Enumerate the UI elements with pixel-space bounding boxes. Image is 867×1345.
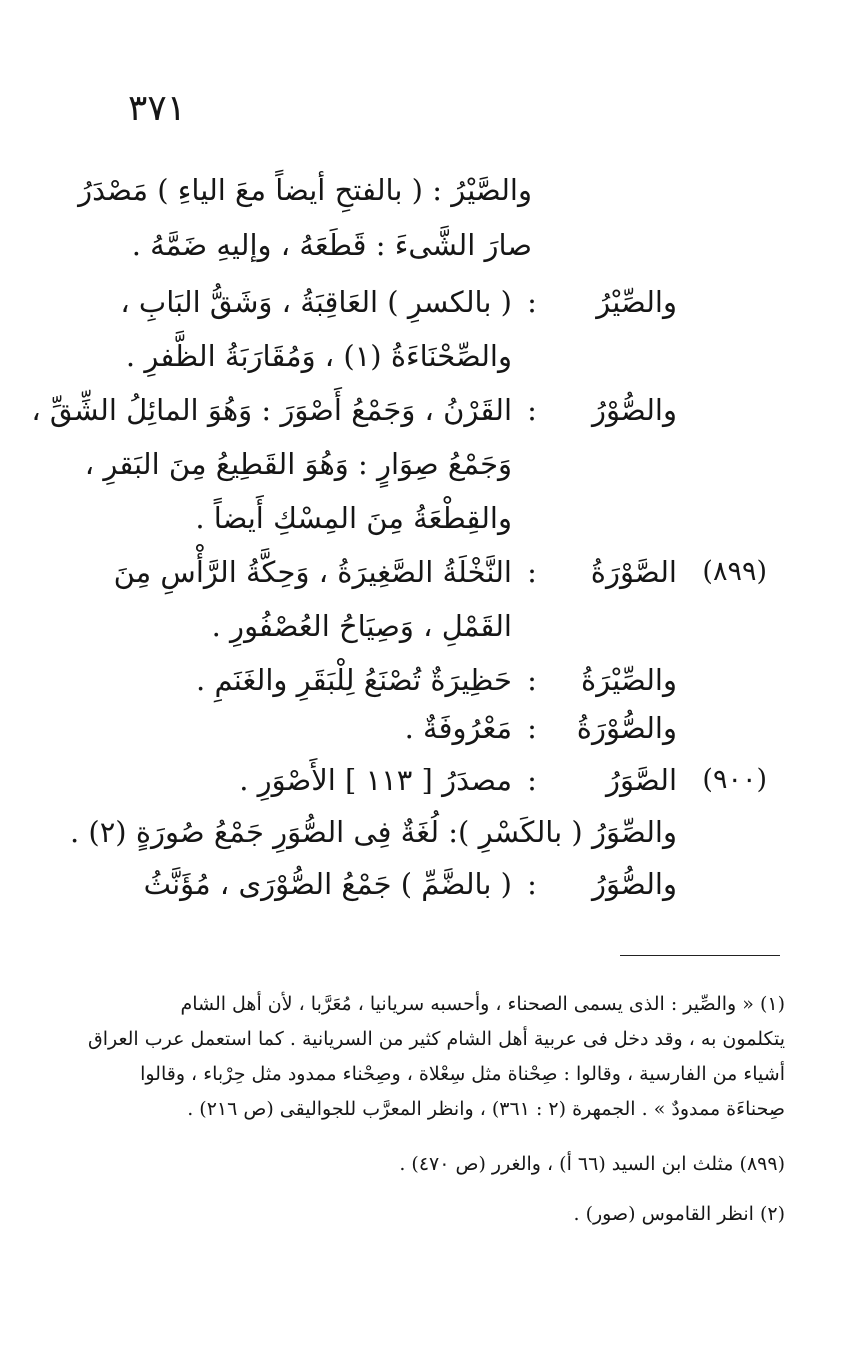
entry-definition: ( بالكسرِ ) العَاقِبَةُ ، وَشَقُّ البَابِ ، <box>120 285 512 319</box>
footnote-separator <box>620 955 780 956</box>
entry-continuation: والقِطْعَةُ مِنَ المِسْكِ أَيضاً . <box>195 501 512 535</box>
entry-colon: : <box>527 555 537 589</box>
entry-continuation: القَمْلِ ، وَصِيَاحُ العُصْفُورِ . <box>211 609 512 643</box>
entry-headword: والصِّيْرُ <box>596 285 677 319</box>
footnote-line: (٨٩٩) مثلث ابن السيد (٦٦ أ) ، والغرر (ص ٤٧٠) . <box>399 1153 785 1175</box>
footnote-line: صِحناءَة ممدودٌ » . الجمهرة (٢ : ٣٦١) ، وانظر المعرَّب للجواليقى (ص ٢١٦) . <box>187 1098 785 1120</box>
entry-definition: ( بالضَّمِّ ) جَمْعُ الصُّوْرَى ، مُؤَنَّثُ <box>143 867 512 901</box>
entry-line: والصَّيْرُ : ( بالفتحِ أيضاً معَ الياءِ ) مَصْدَرُ <box>78 173 532 207</box>
entry-continuation: والصِّحْنَاءَةُ (١) ، وَمُقَارَبَةُ الظَّفرِ . <box>125 339 512 373</box>
entry-continuation: صارَ الشَّىءَ : قَطَعَهُ ، وإليهِ ضَمَّهُ . <box>131 228 532 262</box>
entry-colon: : <box>527 763 537 797</box>
entry-definition: النَّخْلَةُ الصَّغِيرَةُ ، وَحِكَّةُ الرَّأْسِ مِنَ <box>113 555 512 589</box>
footnote-line: أشياء من الفارسية ، وقالوا : صِحْناة مثل سِعْلاة ، وصِحْناء ممدود مثل حِرْباء ، وقالوا <box>140 1063 785 1085</box>
entry-definition: حَظِيرَةٌ تُصْنَعُ لِلْبَقَرِ والغَنَمِ . <box>196 663 512 697</box>
entry-headword: الصَّوَرُ <box>605 763 677 797</box>
entry-headword: الصَّوْرَةُ <box>590 555 677 589</box>
entry-headword: والصُّوْرُ <box>591 393 677 427</box>
entry-colon: : <box>527 867 537 901</box>
footnote-line: يتكلمون به ، وقد دخل فى عربية أهل الشام كثير من السريانية . كما استعمل عرب العراق <box>87 1028 785 1050</box>
entry-definition: القَرْنُ ، وَجَمْعُ أَصْوَرَ : وَهُوَ المائِلُ الشِّقِّ ، <box>31 393 512 427</box>
entry-headword: والصُّوَرُ <box>591 867 677 901</box>
entry-definition: مَعْرُوفَةٌ . <box>404 711 512 745</box>
page-number: ٣٧١ <box>128 88 187 129</box>
entry-colon: : <box>527 663 537 697</box>
entry-number: (٨٩٩) <box>702 556 767 587</box>
entry-headword: والصُّوْرَةُ <box>576 711 677 745</box>
footnote-line: (٢) انظر القاموس (صور) . <box>573 1203 785 1225</box>
entry-number: (٩٠٠) <box>702 764 767 795</box>
entry-colon: : <box>527 393 537 427</box>
entry-continuation: وَجَمْعُ صِوَارٍ : وَهُوَ القَطِيعُ مِنَ البَقرِ ، <box>84 447 512 481</box>
entry-headword: والصِّيْرَةُ <box>581 663 677 697</box>
entry-line: والصِّوَرُ ( بالكَسْرِ ): لُغَةٌ فِى الصُّوَرِ جَمْعُ صُورَةٍ (٢) . <box>69 815 677 849</box>
entry-colon: : <box>527 285 537 319</box>
footnote-line: (١) « والصِّير : الذى يسمى الصحناء ، وأحسبه سريانيا ، مُعَرَّبا ، لأن أهل الشام <box>180 993 785 1015</box>
entry-definition: مصدَرُ [ ١١٣ ] الأَصْوَرِ . <box>239 763 512 797</box>
entry-colon: : <box>527 711 537 745</box>
